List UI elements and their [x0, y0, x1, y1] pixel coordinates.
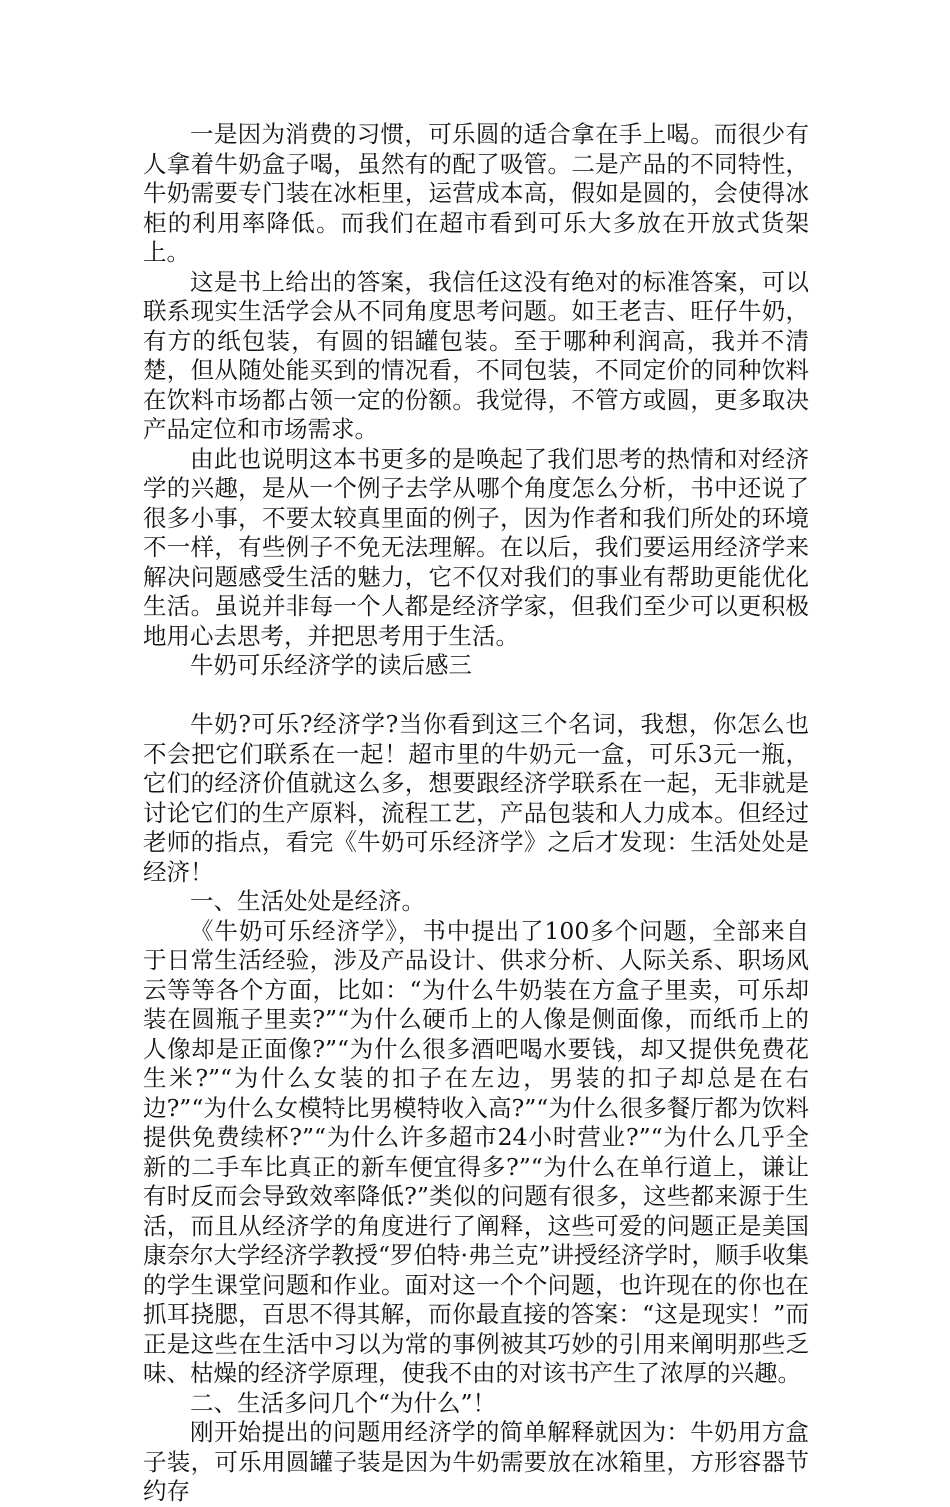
- paragraph-book-inspiration: 由此也说明这本书更多的是唤起了我们思考的热情和对经济学的兴趣，是从一个例子去学从哪个角度怎么分析，书中还说了很多小事，不要太较真里面的例子，因为作者和我们所处的环境不一样，有些例子不免无法理解。在以后，我们要运用经济学来解决问题感受生活的魅力，它不仅对我们的事业有帮助更能优化生活。虽说并非每一个人都是经济学家，但我们至少可以更积极地用心去思考，并把思考用于生活。: [143, 444, 809, 650]
- paragraph-explanation: 刚开始提出的问题用经济学的简单解释就因为：牛奶用方盒子装，可乐用圆罐子装是因为牛奶需要放在冰箱里，方形容器节约存: [143, 1418, 809, 1505]
- document-page: [143, 120, 809, 1507]
- subheading-ask-why: 二、生活多问几个“为什么”！: [190, 1388, 497, 1417]
- section-title: 牛奶可乐经济学的读后感三: [190, 651, 472, 679]
- subheading-life-is-economics: 一、生活处处是经济。: [190, 887, 425, 915]
- paragraph-book-answer: 这是书上给出的答案，我信任这没有绝对的标准答案，可以联系现实生活学会从不同角度思考问题。如王老吉、旺仔牛奶，有方的纸包装，有圆的铝罐包装。至于哪种利润高，我并不清楚，但从随处能买到的情况看，不同包装，不同定价的同种饮料在饮料市场都占领一定的份额。我觉得，不管方或圆，更多取决产品定位和市场需求。: [143, 267, 809, 443]
- paragraph-book-questions: 《牛奶可乐经济学》，书中提出了100多个问题，全部来自于日常生活经验，涉及产品设计、供求分析、人际关系、职场风云等等各个方面，比如：“为什么牛奶装在方盒子里卖，可乐却装在圆瓶子里卖?”“为什么硬币上的人像是侧面像，而纸币上的人像却是正面像?”“为什么很多酒吧喝水要钱，却又提供免费花生米?”“为什么女装的扣子在左边，男装的扣子却总是在右边?”“为什么女模特比男模特收入高?”“为什么很多餐厅都为饮料提供免费续杯?”“为什么许多超市24小时营业?”“为什么几乎全新的二手车比真正的新车便宜得多?”“为什么在单行道上，谦让有时反而会导致效率降低?”类似的问题有很多，这些都来源于生活，而且从经济学的角度进行了阐释，这些可爱的问题正是美国康奈尔大学经济学教授“罗伯特·弗兰克”讲授经济学时，顺手收集的学生课堂问题和作业。面对这一个个问题，也许现在的你也在抓耳挠腮，百思不得其解，而你最直接的答案：“这是现实！”而正是这些在生活中习以为常的事例被其巧妙的引用来阐明那些乏味、枯燥的经济学原理，使我不由的对该书产生了浓厚的兴趣。: [143, 916, 809, 1387]
- paragraph-consumption-habit: 一是因为消费的习惯，可乐圆的适合拿在手上喝。而很少有人拿着牛奶盒子喝，虽然有的配了吸管。二是产品的不同特性，牛奶需要专门装在冰柜里，运营成本高，假如是圆的，会使得冰柜的利用率降低。而我们在超市看到可乐大多放在开放式货架上。: [143, 120, 809, 266]
- blank-line: [143, 681, 809, 711]
- paragraph-introduction: 牛奶?可乐?经济学?当你看到这三个名词，我想，你怎么也不会把它们联系在一起！超市里的牛奶元一盒，可乐3元一瓶，它们的经济价值就这么多，想要跟经济学联系在一起，无非就是讨论它们的生产原料，流程工艺，产品包装和人力成本。但经过老师的指点，看完《牛奶可乐经济学》之后才发现：生活处处是经济！: [143, 710, 809, 886]
